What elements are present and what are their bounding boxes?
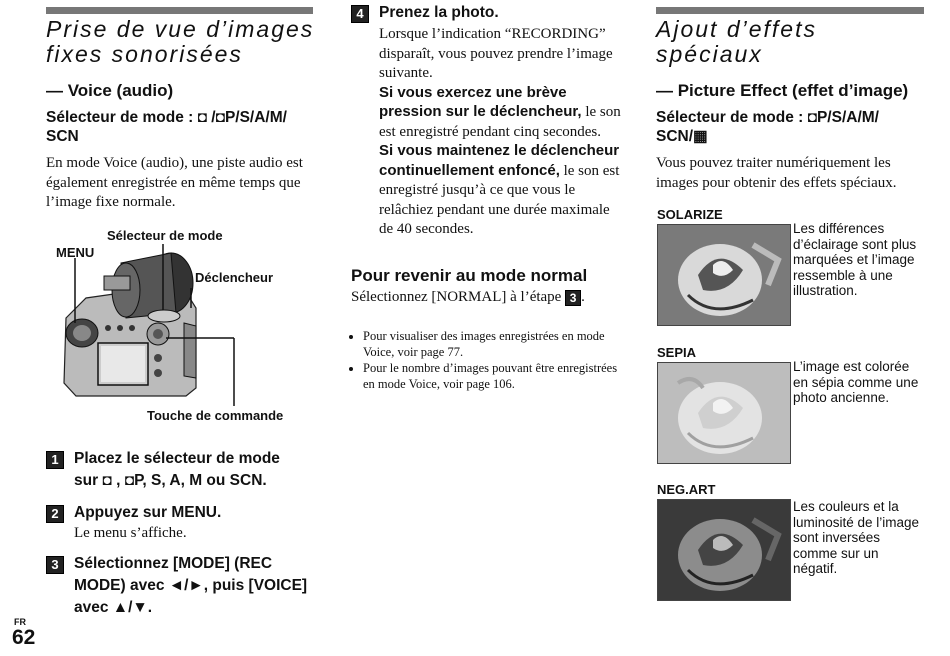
rose-image [658,225,790,325]
effect-desc-solarize: Les différences d’éclairage sont plus marquées et l’image ressemble à une illustration. [793,221,917,298]
mode-selector-label-right: Sélecteur de mode : ◘P/S/A/M/ SCN/▦ [656,109,879,145]
step-2: 2 Appuyez sur MENU. Le menu s’affiche. [46,502,326,544]
page-number: 62 [12,626,36,649]
effect-label-solarize: SOLARIZE [657,207,723,222]
note-item: • Pour visualiser des images enregistrées en mode Voice, voir page 77. [363,328,621,360]
page-title-right: Ajout d’effets spéciaux [656,16,817,67]
step-number: 3 [46,556,64,574]
rose-photo-sepia [657,362,791,464]
intro-text: En mode Voice (audio), une piste audio est également enregistrée en même temps que l’image fixe normale. [46,155,303,210]
return-normal-title: Pour revenir au mode normal [351,266,588,285]
label-shutter: Déclencheur [195,270,274,285]
note-item: • Pour le nombre d’images pouvant être enregistrées en mode Voice, voir page 106. [363,360,621,392]
label-menu: MENU [56,245,95,260]
return-normal-text: Sélectionnez [NORMAL] à l’étape 3 . [351,289,585,305]
effect-label-negart: NEG.ART [657,482,716,497]
intro-text-right: Vous pouvez traiter numériquement les images pour obtenir des effets spéciaux. [656,155,897,191]
label-control-button: Touche de commande [147,408,284,423]
page-lang: FR [14,617,26,627]
subtitle-picture-effect: — Picture Effect (effet d’image) [656,81,909,100]
effect-desc-negart: Les couleurs et la luminosité de l’image sont inversées comme sur un négatif. [793,499,920,576]
step-4 [351,3,621,240]
label-mode-selector: Sélecteur de mode [107,228,223,243]
notes [351,328,621,392]
rose-image [658,500,790,600]
step-number: 1 [46,451,64,469]
effect-desc-sepia: L’image est colorée en sépia comme une photo ancienne. [793,359,919,405]
mode-selector-label: Sélecteur de mode : ◘ /◘P/S/A/M/ SCN [46,109,287,145]
step-number: 4 [351,5,369,23]
page-title-left: Prise de vue d’images fixes sonorisées [46,16,315,67]
step-4-text-1: Lorsque l’indication “RECORDING” disparaît, vous pouvez prendre l’image suivante. [379,26,613,81]
step-number: 2 [46,505,64,523]
step-4-text-2: Si vous exercez une brève pression sur le déclencheur, le son est enregistré pendant cinq secondes. [379,83,621,140]
step-3: 3 Sélectionnez [MODE] (REC MODE) avec ◄/►, puis [VOICE] avec ▲/▼. [46,553,326,619]
rose-photo-negart [657,499,791,601]
effect-label-sepia: SEPIA [657,345,697,360]
rose-image [658,363,790,463]
step-4-text-3: Si vous maintenez le déclencheur continuellement enfoncé, le son est enregistré jusqu’à ce que vous le relâchiez pendant une durée maximale de 40 secondes. [379,142,620,237]
section-rule-left [46,7,313,14]
subtitle-voice: — Voice (audio) [46,81,174,100]
step-4-title: Prenez la photo. [379,4,499,21]
camera-illustration [46,228,306,428]
section-rule-right [656,7,924,14]
step-1: 1 Placez le sélecteur de mode sur ◘ , ◘P, S, A, M ou SCN. [46,448,326,492]
rose-photo-solarize [657,224,791,326]
